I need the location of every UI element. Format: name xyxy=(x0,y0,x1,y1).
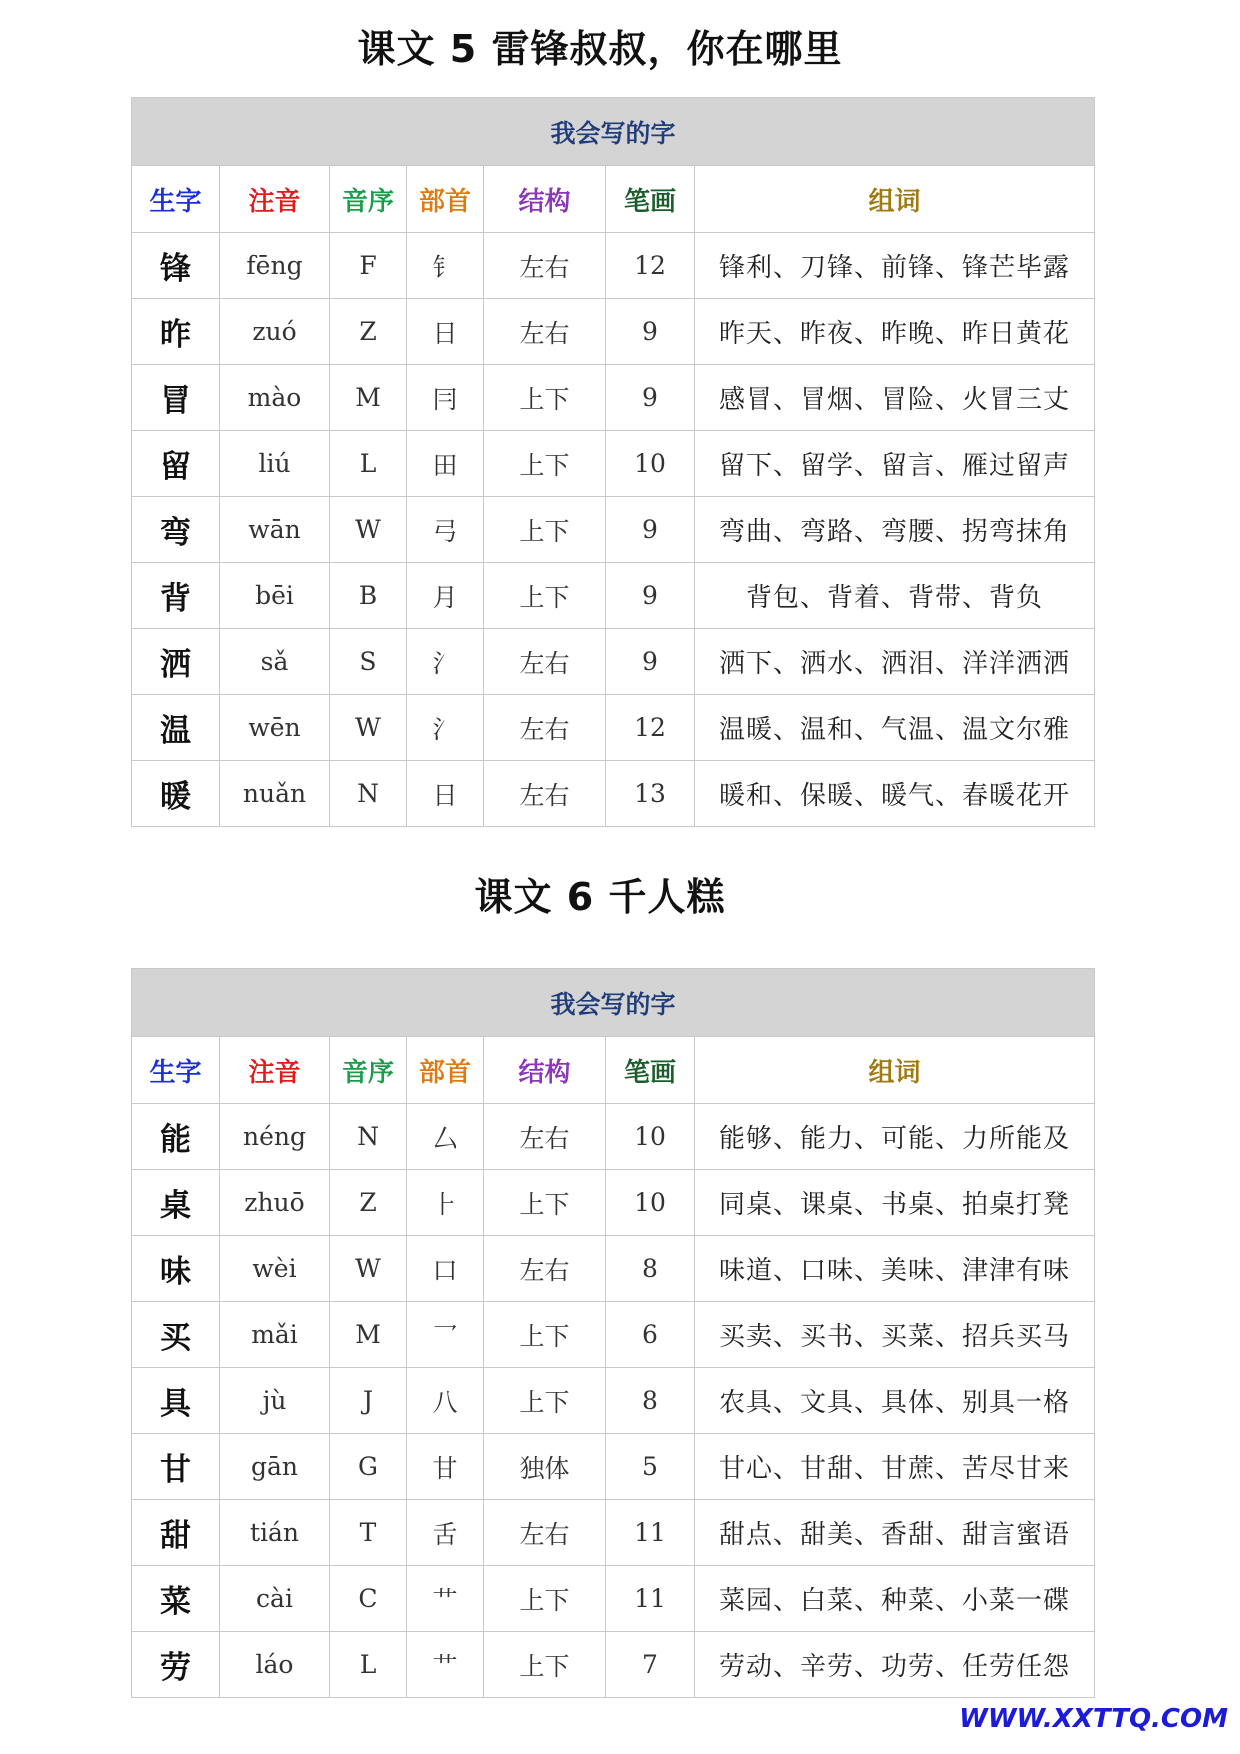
cell-radical: 氵 xyxy=(407,629,484,695)
cell-pinyin: wān xyxy=(220,497,330,563)
cell-pinyin: fēng xyxy=(220,233,330,299)
cell-structure: 上下 xyxy=(484,1368,606,1434)
cell-pinyin: liú xyxy=(220,431,330,497)
cell-radical: 八 xyxy=(407,1368,484,1434)
cell-order: B xyxy=(330,563,407,629)
cell-char: 暖 xyxy=(132,761,220,827)
column-header-structure: 结构 xyxy=(484,166,606,233)
table-row xyxy=(132,1302,1095,1368)
cell-words: 甘心、甘甜、甘蔗、苦尽甘来 xyxy=(695,1434,1095,1500)
cell-order: Z xyxy=(330,299,407,365)
cell-structure: 上下 xyxy=(484,1302,606,1368)
cell-pinyin: bēi xyxy=(220,563,330,629)
cell-char: 能 xyxy=(132,1104,220,1170)
cell-pinyin: jù xyxy=(220,1368,330,1434)
cell-radical: 甘 xyxy=(407,1434,484,1500)
cell-char: 买 xyxy=(132,1302,220,1368)
table-row xyxy=(132,761,1095,827)
cell-strokes: 10 xyxy=(606,431,695,497)
cell-order: C xyxy=(330,1566,407,1632)
cell-words: 同桌、课桌、书桌、拍桌打凳 xyxy=(695,1170,1095,1236)
cell-radical: 弓 xyxy=(407,497,484,563)
cell-order: J xyxy=(330,1368,407,1434)
cell-structure: 上下 xyxy=(484,563,606,629)
cell-pinyin: gān xyxy=(220,1434,330,1500)
cell-structure: 上下 xyxy=(484,1566,606,1632)
column-header-radical: 部首 xyxy=(407,1037,484,1104)
cell-pinyin: wēn xyxy=(220,695,330,761)
cell-strokes: 11 xyxy=(606,1500,695,1566)
cell-order: W xyxy=(330,695,407,761)
column-header-order: 音序 xyxy=(330,166,407,233)
cell-structure: 左右 xyxy=(484,1104,606,1170)
cell-order: W xyxy=(330,497,407,563)
cell-order: W xyxy=(330,1236,407,1302)
cell-order: M xyxy=(330,1302,407,1368)
cell-strokes: 9 xyxy=(606,365,695,431)
cell-pinyin: wèi xyxy=(220,1236,330,1302)
cell-strokes: 5 xyxy=(606,1434,695,1500)
cell-words: 买卖、买书、买菜、招兵买马 xyxy=(695,1302,1095,1368)
cell-words: 留下、留学、留言、雁过留声 xyxy=(695,431,1095,497)
cell-char: 锋 xyxy=(132,233,220,299)
cell-structure: 左右 xyxy=(484,299,606,365)
header-row xyxy=(132,166,1095,233)
cell-strokes: 8 xyxy=(606,1368,695,1434)
column-header-char: 生字 xyxy=(132,166,220,233)
cell-words: 昨天、昨夜、昨晚、昨日黄花 xyxy=(695,299,1095,365)
column-header-pinyin: 注音 xyxy=(220,166,330,233)
column-header-char: 生字 xyxy=(132,1037,220,1104)
column-header-strokes: 笔画 xyxy=(606,166,695,233)
cell-words: 暖和、保暖、暖气、春暖花开 xyxy=(695,761,1095,827)
cell-char: 弯 xyxy=(132,497,220,563)
table-caption: 我会写的字 xyxy=(132,969,1095,1037)
cell-char: 温 xyxy=(132,695,220,761)
column-header-order: 音序 xyxy=(330,1037,407,1104)
cell-strokes: 9 xyxy=(606,563,695,629)
cell-char: 味 xyxy=(132,1236,220,1302)
header-row xyxy=(132,1037,1095,1104)
cell-pinyin: tián xyxy=(220,1500,330,1566)
character-table xyxy=(131,968,1095,1698)
cell-order: L xyxy=(330,1632,407,1698)
cell-order: T xyxy=(330,1500,407,1566)
cell-radical: 艹 xyxy=(407,1566,484,1632)
cell-pinyin: zuó xyxy=(220,299,330,365)
cell-radical: 厶 xyxy=(407,1104,484,1170)
cell-structure: 左右 xyxy=(484,629,606,695)
table-row xyxy=(132,1566,1095,1632)
table-row xyxy=(132,1368,1095,1434)
table-row xyxy=(132,1434,1095,1500)
cell-char: 洒 xyxy=(132,629,220,695)
cell-structure: 左右 xyxy=(484,233,606,299)
cell-radical: 氵 xyxy=(407,695,484,761)
cell-char: 甜 xyxy=(132,1500,220,1566)
cell-words: 味道、口味、美味、津津有味 xyxy=(695,1236,1095,1302)
cell-words: 温暖、温和、气温、温文尔雅 xyxy=(695,695,1095,761)
cell-strokes: 6 xyxy=(606,1302,695,1368)
cell-words: 劳动、辛劳、功劳、任劳任怨 xyxy=(695,1632,1095,1698)
column-header-radical: 部首 xyxy=(407,166,484,233)
cell-words: 菜园、白菜、种菜、小菜一碟 xyxy=(695,1566,1095,1632)
cell-char: 具 xyxy=(132,1368,220,1434)
cell-order: Z xyxy=(330,1170,407,1236)
cell-pinyin: sǎ xyxy=(220,629,330,695)
cell-char: 甘 xyxy=(132,1434,220,1500)
cell-radical: 艹 xyxy=(407,1632,484,1698)
character-table xyxy=(131,97,1095,827)
cell-structure: 左右 xyxy=(484,695,606,761)
cell-char: 留 xyxy=(132,431,220,497)
cell-words: 洒下、洒水、洒泪、洋洋洒洒 xyxy=(695,629,1095,695)
cell-words: 背包、背着、背带、背负 xyxy=(695,563,1095,629)
cell-order: L xyxy=(330,431,407,497)
cell-order: F xyxy=(330,233,407,299)
cell-char: 桌 xyxy=(132,1170,220,1236)
cell-structure: 左右 xyxy=(484,1236,606,1302)
cell-words: 弯曲、弯路、弯腰、拐弯抹角 xyxy=(695,497,1095,563)
cell-radical: 舌 xyxy=(407,1500,484,1566)
cell-radical: 月 xyxy=(407,563,484,629)
table-row xyxy=(132,563,1095,629)
table-row xyxy=(132,1632,1095,1698)
cell-pinyin: cài xyxy=(220,1566,330,1632)
cell-radical: 口 xyxy=(407,1236,484,1302)
cell-char: 昨 xyxy=(132,299,220,365)
column-header-words: 组词 xyxy=(695,1037,1095,1104)
cell-char: 劳 xyxy=(132,1632,220,1698)
cell-radical: ⺊ xyxy=(407,1170,484,1236)
cell-structure: 左右 xyxy=(484,1500,606,1566)
cell-words: 甜点、甜美、香甜、甜言蜜语 xyxy=(695,1500,1095,1566)
cell-strokes: 9 xyxy=(606,629,695,695)
cell-char: 菜 xyxy=(132,1566,220,1632)
table-row xyxy=(132,299,1095,365)
cell-char: 背 xyxy=(132,563,220,629)
cell-words: 能够、能力、可能、力所能及 xyxy=(695,1104,1095,1170)
lesson-title: 课文 5 雷锋叔叔，你在哪里 xyxy=(357,27,843,71)
table-row xyxy=(132,1236,1095,1302)
cell-structure: 上下 xyxy=(484,497,606,563)
cell-strokes: 9 xyxy=(606,497,695,563)
table-row xyxy=(132,233,1095,299)
cell-radical: 日 xyxy=(407,761,484,827)
lesson-title: 课文 6 千人糕 xyxy=(474,875,726,919)
cell-order: G xyxy=(330,1434,407,1500)
cell-words: 锋利、刀锋、前锋、锋芒毕露 xyxy=(695,233,1095,299)
cell-pinyin: zhuō xyxy=(220,1170,330,1236)
cell-radical: 田 xyxy=(407,431,484,497)
cell-pinyin: nuǎn xyxy=(220,761,330,827)
cell-strokes: 10 xyxy=(606,1170,695,1236)
cell-pinyin: néng xyxy=(220,1104,330,1170)
cell-order: S xyxy=(330,629,407,695)
cell-structure: 左右 xyxy=(484,761,606,827)
cell-words: 农具、文具、具体、别具一格 xyxy=(695,1368,1095,1434)
cell-char: 冒 xyxy=(132,365,220,431)
cell-strokes: 7 xyxy=(606,1632,695,1698)
cell-strokes: 12 xyxy=(606,233,695,299)
table-row xyxy=(132,1170,1095,1236)
column-header-words: 组词 xyxy=(695,166,1095,233)
cell-structure: 上下 xyxy=(484,1170,606,1236)
table-row xyxy=(132,497,1095,563)
table-row xyxy=(132,1500,1095,1566)
site-watermark: WWW.XXTTQ.COM xyxy=(959,1704,1228,1734)
table-row xyxy=(132,1104,1095,1170)
cell-structure: 独体 xyxy=(484,1434,606,1500)
table-row xyxy=(132,629,1095,695)
cell-order: N xyxy=(330,1104,407,1170)
cell-order: M xyxy=(330,365,407,431)
cell-pinyin: láo xyxy=(220,1632,330,1698)
cell-structure: 上下 xyxy=(484,1632,606,1698)
cell-pinyin: mǎi xyxy=(220,1302,330,1368)
table-caption: 我会写的字 xyxy=(132,98,1095,166)
cell-structure: 上下 xyxy=(484,431,606,497)
cell-radical: 冃 xyxy=(407,365,484,431)
cell-radical: 钅 xyxy=(407,233,484,299)
table-row xyxy=(132,431,1095,497)
cell-strokes: 10 xyxy=(606,1104,695,1170)
cell-radical: 日 xyxy=(407,299,484,365)
cell-structure: 上下 xyxy=(484,365,606,431)
cell-strokes: 9 xyxy=(606,299,695,365)
column-header-structure: 结构 xyxy=(484,1037,606,1104)
cell-strokes: 13 xyxy=(606,761,695,827)
cell-strokes: 8 xyxy=(606,1236,695,1302)
cell-strokes: 12 xyxy=(606,695,695,761)
column-header-pinyin: 注音 xyxy=(220,1037,330,1104)
cell-radical: 乛 xyxy=(407,1302,484,1368)
table-row xyxy=(132,695,1095,761)
table-row xyxy=(132,365,1095,431)
cell-strokes: 11 xyxy=(606,1566,695,1632)
cell-pinyin: mào xyxy=(220,365,330,431)
cell-words: 感冒、冒烟、冒险、火冒三丈 xyxy=(695,365,1095,431)
column-header-strokes: 笔画 xyxy=(606,1037,695,1104)
cell-order: N xyxy=(330,761,407,827)
